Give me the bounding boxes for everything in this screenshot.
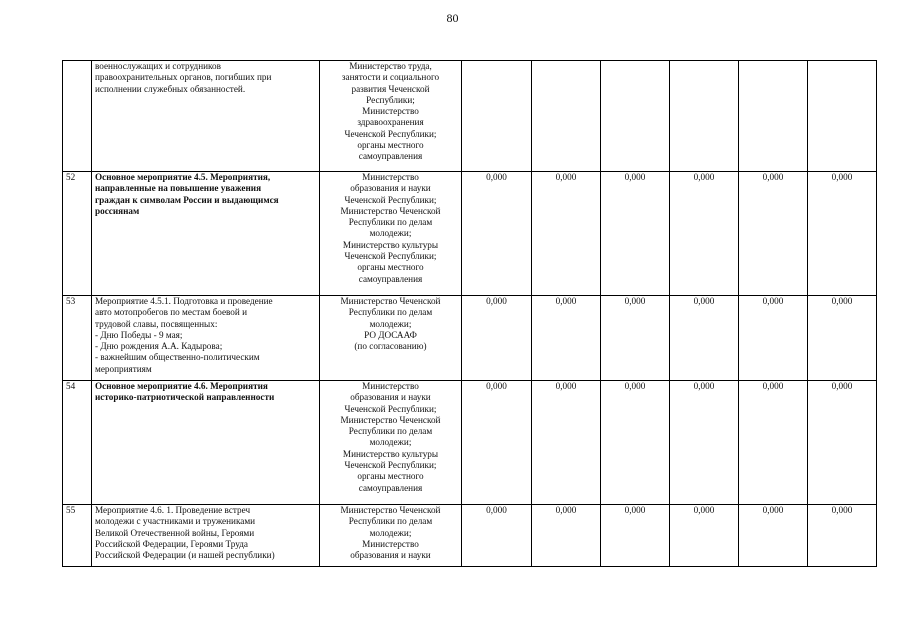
executor-line: Республики; [366,94,415,105]
executor-line: Республики по делам [348,516,433,527]
funding-value-cell: 0,000 [739,505,808,567]
table-row [63,505,877,567]
activity-name-line: Основное мероприятие 4.5. Мероприятия, [95,172,271,182]
funding-value-cell: 0,000 [601,296,670,381]
executor-line: Чеченской Республики; [344,403,437,414]
executor-line: здравоохранения [357,117,424,128]
funding-value-cell [462,61,532,172]
table-row [63,61,877,172]
executor-line: образования и науки [350,392,431,403]
funding-value-cell: 0,000 [670,505,739,567]
activity-name [92,505,320,567]
funding-value-cell: 0,000 [808,296,877,381]
executor-line: органы местного [357,262,424,273]
executor-line: Министерство Чеченской [340,296,441,306]
activity-name-line: военнослужащих и сотрудников [95,61,221,71]
activity-name-line: авто мотопробегов по местам боевой и [95,307,248,318]
activity-name-line: молодежи с участниками и тружениками [95,516,256,527]
executor-line: Министерство [362,381,419,391]
funding-value-cell: 0,000 [739,296,808,381]
executor-cell [320,61,462,172]
funding-value-cell [601,61,670,172]
activity-name-line: граждан к символам России и выдающимся [95,194,279,205]
funding-value-cell: 0,000 [601,381,670,505]
executor-line: органы местного [357,140,424,151]
executor-line: Республики по делам [348,307,433,318]
funding-value-cell: 0,000 [532,381,601,505]
funding-value-cell: 0,000 [532,296,601,381]
executor-cell [320,172,462,296]
executor-line: образования и науки [350,183,431,194]
executor-line: самоуправления [358,482,423,493]
activity-name-line: Российской Федерации, Героями Труда [95,538,249,549]
executor-line: Республики по делам [348,426,433,437]
executor-line: Министерство Чеченской [340,205,441,216]
executor-line: Чеченской Республики; [344,128,437,139]
row-number [63,61,92,172]
activity-name-line: Мероприятие 4.5.1. Подготовка и проведение [95,296,273,306]
activity-name-line: исполнении служебных обязанностей. [95,83,246,94]
activity-name [92,296,320,381]
funding-value-cell: 0,000 [601,172,670,296]
activity-name-line: - Дню рождения А.А. Кадырова; [95,341,223,352]
executor-line: Министерство [362,106,419,117]
funding-value-cell: 0,000 [462,296,532,381]
funding-value-cell: 0,000 [670,381,739,505]
executor-line: РО ДОСААФ [364,329,417,340]
row-number: 54 [63,381,92,505]
activity-name-line: Основное мероприятие 4.6. Мероприятия [95,381,268,391]
activity-name [92,61,320,172]
row-number: 52 [63,172,92,296]
funding-value-cell [739,61,808,172]
funding-value-cell: 0,000 [739,381,808,505]
funding-value-cell: 0,000 [808,505,877,567]
executor-line: Министерство культуры [342,239,439,250]
activity-name-line: трудовой славы, посвященных: [95,318,218,329]
executor-line: Министерство [362,172,419,182]
executor-line: молодежи; [369,437,412,448]
funding-value-cell: 0,000 [739,172,808,296]
row-number: 55 [63,505,92,567]
activity-name [92,172,320,296]
table-row [63,296,877,381]
executor-line: Министерство Чеченской [340,505,441,515]
executor-cell [320,381,462,505]
activity-name-line: Мероприятие 4.6. 1. Проведение встреч [95,505,251,515]
executor-line: занятости и социального [341,72,440,83]
executor-line: Министерство культуры [342,448,439,459]
activity-name-line: Российской Федерации (и нашей республики) [95,550,275,561]
program-table [62,60,877,567]
executor-line: самоуправления [358,273,423,284]
activity-name-line: Великой Отечественной войны, Героями [95,527,255,538]
row-number: 53 [63,296,92,381]
activity-name-line: россиянам [95,205,140,216]
table-row [63,381,877,505]
executor-line: молодежи; [369,527,412,538]
activity-name-line: - важнейшим общественно-политическим [95,352,260,363]
funding-value-cell [808,61,877,172]
funding-value-cell: 0,000 [462,172,532,296]
activity-name-line: мероприятиям [95,363,152,374]
page-number: 80 [446,11,459,25]
funding-value-cell: 0,000 [532,172,601,296]
funding-value-cell [532,61,601,172]
executor-line: органы местного [357,471,424,482]
executor-line: молодежи; [369,318,412,329]
funding-value-cell: 0,000 [808,381,877,505]
executor-line: Чеченской Республики; [344,194,437,205]
executor-line: самоуправления [358,151,423,162]
activity-name-line: направленные на повышение уважения [95,183,262,194]
funding-value-cell: 0,000 [462,505,532,567]
executor-line: (по согласованию) [354,341,427,352]
executor-line: развития Чеченской [351,83,430,94]
funding-value-cell: 0,000 [462,381,532,505]
executor-line: Республики по делам [348,217,433,228]
funding-value-cell: 0,000 [670,172,739,296]
activity-name [92,381,320,505]
activity-name-line: историко-патриотической направленности [95,392,275,403]
funding-value-cell: 0,000 [601,505,670,567]
executor-line: образования и науки [350,550,431,561]
executor-line: Чеченской Республики; [344,460,437,471]
executor-line: Чеченской Республики; [344,251,437,262]
funding-value-cell: 0,000 [532,505,601,567]
executor-cell [320,505,462,567]
funding-value-cell: 0,000 [808,172,877,296]
funding-value-cell [670,61,739,172]
table-row [63,172,877,296]
activity-name-line: - Дню Победы - 9 мая; [95,329,183,340]
funding-value-cell: 0,000 [670,296,739,381]
executor-line: Министерство Чеченской [340,414,441,425]
executor-cell [320,296,462,381]
executor-line: Министерство труда, [349,61,432,71]
activity-name-line: правоохранительных органов, погибших при [95,72,272,83]
executor-line: Министерство [362,538,419,549]
executor-line: молодежи; [369,228,412,239]
